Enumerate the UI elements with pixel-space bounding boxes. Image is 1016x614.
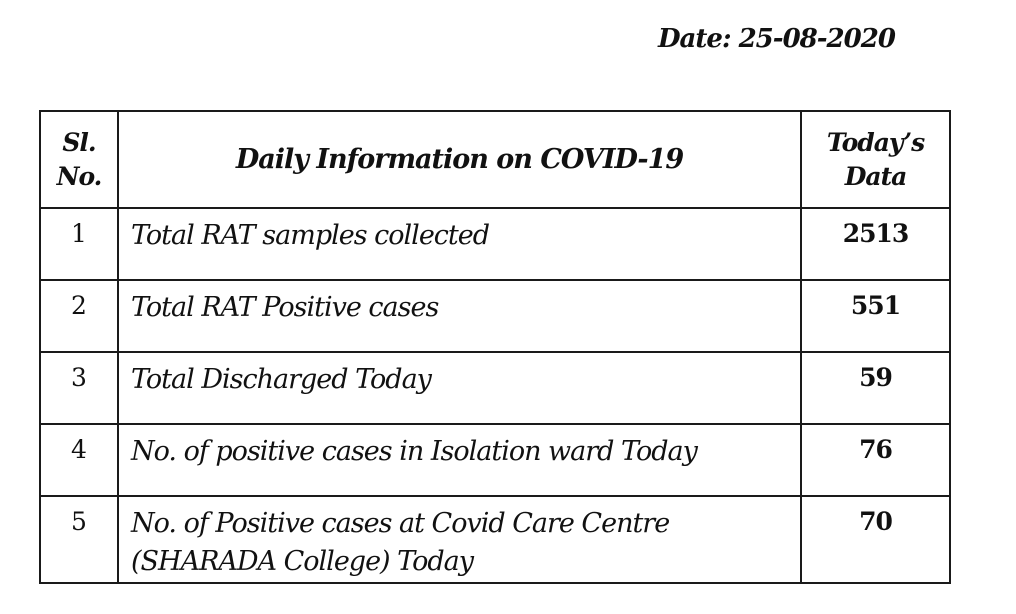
header-sl-no xyxy=(40,111,118,208)
row-value: 76 xyxy=(801,424,950,496)
row-sl-no: 3 xyxy=(40,352,118,424)
row-sl-no: 4 xyxy=(40,424,118,496)
header-sl-line1: Sl. xyxy=(62,127,96,157)
row-sl-no: 1 xyxy=(40,208,118,280)
table-row xyxy=(40,424,950,496)
header-sl-line2: No. xyxy=(56,161,102,191)
row-value: 59 xyxy=(801,352,950,424)
row-value: 70 xyxy=(801,496,950,583)
row-info-line2: (SHARADA College) Today xyxy=(131,546,473,577)
row-sl-no: 5 xyxy=(40,496,118,583)
table-row xyxy=(40,208,950,280)
table-row xyxy=(40,496,950,583)
report-date: Date: 25-08-2020 xyxy=(658,24,895,54)
row-info: Total RAT Positive cases xyxy=(118,280,801,352)
covid-daily-table xyxy=(39,110,951,584)
header-todays-data xyxy=(801,111,950,208)
row-info: Total Discharged Today xyxy=(118,352,801,424)
table-row xyxy=(40,352,950,424)
table-header-row xyxy=(40,111,950,208)
table-row xyxy=(40,280,950,352)
row-sl-no: 2 xyxy=(40,280,118,352)
row-value: 551 xyxy=(801,280,950,352)
header-daily-info: Daily Information on COVID-19 xyxy=(118,111,801,208)
header-data-line2: Data xyxy=(844,161,907,191)
row-info-line1: No. of Positive cases at Covid Care Centre xyxy=(131,508,670,539)
row-info: Total RAT samples collected xyxy=(118,208,801,280)
row-value: 2513 xyxy=(801,208,950,280)
row-info: No. of positive cases in Isolation ward Today xyxy=(118,424,801,496)
header-data-line1: Today’s xyxy=(826,127,925,157)
row-info xyxy=(118,496,801,583)
